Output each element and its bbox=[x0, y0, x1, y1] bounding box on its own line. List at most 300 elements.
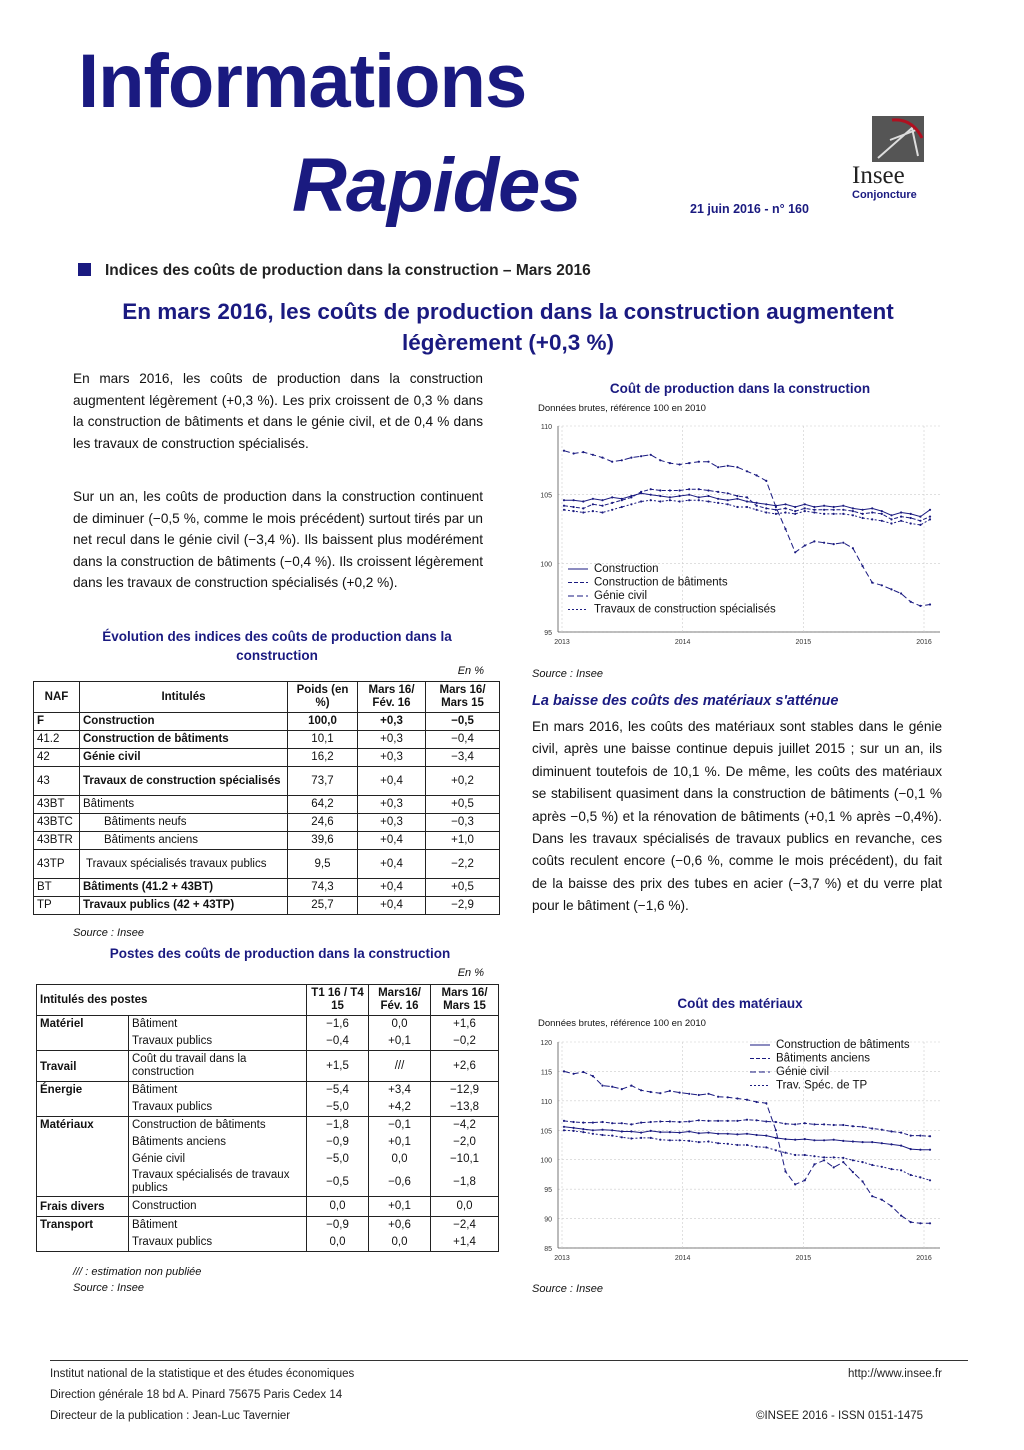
weight-cell: 100,0 bbox=[288, 713, 358, 731]
table-row bbox=[37, 1082, 499, 1100]
row-label: Bâtiments anciens bbox=[129, 1134, 307, 1151]
monthly-change-cell: 0,0 bbox=[369, 1016, 431, 1034]
data-point bbox=[804, 510, 806, 512]
data-point bbox=[573, 510, 575, 512]
chart1-title: Coût de production dans la construction bbox=[609, 381, 871, 396]
data-point bbox=[669, 1120, 671, 1122]
chart1-subtitle: Données brutes, référence 100 en 2010 bbox=[538, 403, 706, 414]
yearly-change-cell: +0,5 bbox=[426, 796, 500, 814]
weight-cell: 73,7 bbox=[288, 767, 358, 796]
data-point bbox=[794, 513, 796, 515]
masthead-title: Informations bbox=[78, 39, 527, 124]
data-point bbox=[650, 1121, 652, 1123]
data-point bbox=[890, 1130, 892, 1132]
data-point bbox=[775, 509, 777, 511]
data-point bbox=[862, 1180, 864, 1182]
footer-divider bbox=[50, 1360, 968, 1361]
column-header: Mars16/ Fév. 16 bbox=[369, 985, 431, 1016]
data-point bbox=[881, 584, 883, 586]
data-point bbox=[611, 1135, 613, 1137]
data-point bbox=[688, 1140, 690, 1142]
data-point bbox=[862, 509, 864, 511]
data-point bbox=[592, 1122, 594, 1124]
table-row bbox=[37, 1051, 499, 1082]
data-point bbox=[813, 540, 815, 542]
data-point bbox=[573, 506, 575, 508]
column-header: Poids (en %) bbox=[288, 682, 358, 713]
x-tick-label: 2014 bbox=[674, 639, 691, 646]
data-point bbox=[621, 499, 623, 501]
yearly-change-cell: −0,3 bbox=[426, 814, 500, 832]
y-tick-label: 100 bbox=[540, 561, 552, 569]
data-point bbox=[910, 1135, 912, 1137]
data-point bbox=[929, 516, 931, 518]
data-point bbox=[698, 1132, 700, 1134]
data-point bbox=[563, 450, 565, 452]
data-point bbox=[910, 1221, 912, 1223]
data-point bbox=[630, 457, 632, 459]
y-tick-label: 110 bbox=[540, 424, 552, 431]
y-tick-label: 90 bbox=[544, 1216, 552, 1224]
row-label: Construction bbox=[80, 713, 288, 731]
data-point bbox=[784, 1152, 786, 1154]
data-point bbox=[717, 1120, 719, 1122]
table-row bbox=[34, 879, 500, 897]
monthly-change-cell: +0,3 bbox=[358, 749, 426, 767]
chart2-subtitle: Données brutes, référence 100 en 2010 bbox=[538, 1018, 706, 1029]
group-label: Frais divers bbox=[37, 1197, 129, 1217]
table2-source: Source : Insee bbox=[73, 1282, 144, 1294]
data-point bbox=[736, 1120, 738, 1122]
x-tick-label: 2015 bbox=[795, 1255, 812, 1262]
naf-code: BT bbox=[34, 879, 80, 897]
data-point bbox=[794, 551, 796, 553]
group-label: Matériel bbox=[37, 1016, 129, 1051]
data-point bbox=[582, 500, 584, 502]
row-label: Travaux publics bbox=[129, 1234, 307, 1252]
data-point bbox=[592, 1133, 594, 1135]
data-point bbox=[929, 1222, 931, 1224]
data-point bbox=[823, 505, 825, 507]
yearly-change-cell: −13,8 bbox=[431, 1099, 499, 1117]
data-point bbox=[794, 1154, 796, 1156]
data-point bbox=[621, 1130, 623, 1132]
data-point bbox=[611, 1129, 613, 1131]
data-point bbox=[823, 509, 825, 511]
data-point bbox=[823, 1123, 825, 1125]
data-point bbox=[736, 495, 738, 497]
row-label: Coût du travail dans la construction bbox=[129, 1051, 307, 1082]
data-point bbox=[756, 502, 758, 504]
table-row bbox=[34, 731, 500, 749]
row-label: Travaux publics bbox=[129, 1033, 307, 1051]
weight-cell: 74,3 bbox=[288, 879, 358, 897]
data-point bbox=[669, 496, 671, 498]
row-label: Bâtiments (41.2 + 43BT) bbox=[80, 879, 288, 897]
group-label: Énergie bbox=[37, 1082, 129, 1117]
table-row bbox=[34, 713, 500, 731]
yearly-change-cell: −0,2 bbox=[431, 1033, 499, 1051]
chart2-title: Coût des matériaux bbox=[677, 996, 803, 1011]
data-point bbox=[563, 1126, 565, 1128]
weight-cell: 10,1 bbox=[288, 731, 358, 749]
data-point bbox=[611, 1086, 613, 1088]
data-point bbox=[775, 506, 777, 508]
data-point bbox=[823, 1156, 825, 1158]
headline: En mars 2016, les coûts de production dans la construction augmentent légèrement (+0,3 %) bbox=[122, 299, 894, 355]
data-point bbox=[630, 503, 632, 505]
data-point bbox=[890, 588, 892, 590]
data-point bbox=[910, 513, 912, 515]
yearly-change-cell: −2,0 bbox=[431, 1134, 499, 1151]
data-point bbox=[823, 542, 825, 544]
data-point bbox=[746, 496, 748, 498]
data-point bbox=[842, 513, 844, 515]
data-point bbox=[650, 1137, 652, 1139]
data-point bbox=[688, 1130, 690, 1132]
data-point bbox=[765, 480, 767, 482]
data-point bbox=[707, 495, 709, 497]
x-tick-label: 2013 bbox=[554, 639, 570, 646]
data-point bbox=[862, 1141, 864, 1143]
data-point bbox=[640, 1122, 642, 1124]
data-point bbox=[756, 1101, 758, 1103]
data-point bbox=[717, 466, 719, 468]
naf-code: 43BTR bbox=[34, 832, 80, 850]
data-point bbox=[592, 1075, 594, 1077]
data-point bbox=[775, 513, 777, 515]
data-point bbox=[900, 1132, 902, 1134]
y-tick-label: 95 bbox=[544, 630, 552, 637]
data-point bbox=[717, 1142, 719, 1144]
data-point bbox=[804, 503, 806, 505]
data-point bbox=[707, 1093, 709, 1095]
data-point bbox=[881, 1142, 883, 1144]
data-point bbox=[765, 1120, 767, 1122]
data-point bbox=[813, 511, 815, 513]
data-point bbox=[717, 498, 719, 500]
masthead-subtitle: Rapides bbox=[292, 143, 581, 228]
data-point bbox=[804, 1138, 806, 1140]
yearly-change-cell: −2,4 bbox=[431, 1217, 499, 1235]
data-point bbox=[804, 1154, 806, 1156]
data-point bbox=[871, 1195, 873, 1197]
data-point bbox=[881, 520, 883, 522]
table-row bbox=[34, 897, 500, 915]
data-point bbox=[659, 1092, 661, 1094]
chart1-plot bbox=[528, 418, 948, 654]
data-point bbox=[669, 1131, 671, 1133]
yearly-change-cell: +1,6 bbox=[431, 1016, 499, 1034]
data-point bbox=[794, 1139, 796, 1141]
data-point bbox=[582, 507, 584, 509]
data-point bbox=[650, 1130, 652, 1132]
quarterly-change-cell: −0,9 bbox=[307, 1217, 369, 1235]
yearly-change-cell: +2,6 bbox=[431, 1051, 499, 1082]
legend-label: Travaux de construction spécialisés bbox=[594, 603, 776, 616]
data-point bbox=[833, 506, 835, 508]
weight-cell: 39,6 bbox=[288, 832, 358, 850]
data-point bbox=[871, 511, 873, 513]
monthly-change-cell: +0,1 bbox=[369, 1033, 431, 1051]
data-point bbox=[900, 1169, 902, 1171]
data-point bbox=[784, 1123, 786, 1125]
data-point bbox=[601, 1134, 603, 1136]
x-tick-label: 2014 bbox=[674, 1255, 691, 1262]
quarterly-change-cell: −0,4 bbox=[307, 1033, 369, 1051]
yearly-change-cell: 0,0 bbox=[431, 1197, 499, 1217]
yearly-change-cell: −10,1 bbox=[431, 1151, 499, 1168]
naf-code: 41.2 bbox=[34, 731, 80, 749]
yearly-change-cell: −0,4 bbox=[426, 731, 500, 749]
data-point bbox=[852, 547, 854, 549]
footer-url-link[interactable]: http://www.insee.fr bbox=[848, 1368, 942, 1380]
row-label: Construction bbox=[129, 1197, 307, 1217]
data-point bbox=[669, 462, 671, 464]
yearly-change-cell: −12,9 bbox=[431, 1082, 499, 1100]
data-point bbox=[862, 513, 864, 515]
data-point bbox=[707, 1120, 709, 1122]
column-header: T1 16 / T4 15 bbox=[307, 985, 369, 1016]
data-point bbox=[919, 524, 921, 526]
data-point bbox=[679, 500, 681, 502]
footer-director: Directeur de la publication : Jean-Luc Tavernier bbox=[50, 1410, 291, 1422]
data-point bbox=[563, 1070, 565, 1072]
y-tick-label: 95 bbox=[544, 1187, 552, 1195]
monthly-change-cell: +4,2 bbox=[369, 1099, 431, 1117]
data-point bbox=[765, 1146, 767, 1148]
data-point bbox=[881, 510, 883, 512]
data-point bbox=[900, 511, 902, 513]
table-header-row bbox=[34, 682, 500, 713]
data-point bbox=[621, 459, 623, 461]
quarterly-change-cell: −1,8 bbox=[307, 1117, 369, 1135]
logo-tagline: Conjoncture bbox=[852, 189, 917, 201]
column-header: Intitulés bbox=[80, 682, 288, 713]
quarterly-change-cell: −1,6 bbox=[307, 1016, 369, 1034]
data-point bbox=[650, 454, 652, 456]
data-point bbox=[727, 465, 729, 467]
table-row bbox=[34, 796, 500, 814]
data-point bbox=[659, 1139, 661, 1141]
data-point bbox=[813, 506, 815, 508]
logo-name: Insee bbox=[852, 162, 905, 189]
chart2-source: Source : Insee bbox=[532, 1283, 603, 1295]
data-point bbox=[727, 492, 729, 494]
data-point bbox=[784, 528, 786, 530]
data-point bbox=[784, 1138, 786, 1140]
data-point bbox=[862, 565, 864, 567]
data-point bbox=[659, 500, 661, 502]
data-point bbox=[842, 505, 844, 507]
x-tick-label: 2015 bbox=[795, 639, 812, 646]
yearly-change-cell: −2,2 bbox=[426, 850, 500, 879]
table-row bbox=[34, 767, 500, 796]
data-point bbox=[601, 511, 603, 513]
data-point bbox=[640, 1137, 642, 1139]
legend-label: Génie civil bbox=[594, 590, 648, 602]
data-point bbox=[698, 461, 700, 463]
data-point bbox=[784, 511, 786, 513]
data-point bbox=[563, 499, 565, 501]
weight-cell: 24,6 bbox=[288, 814, 358, 832]
data-point bbox=[736, 1144, 738, 1146]
naf-code: 43BT bbox=[34, 796, 80, 814]
row-label: Travaux spécialisés travaux publics bbox=[80, 850, 288, 879]
data-point bbox=[919, 605, 921, 607]
data-point bbox=[890, 1205, 892, 1207]
data-point bbox=[929, 603, 931, 605]
series-line bbox=[564, 1130, 930, 1180]
data-point bbox=[707, 461, 709, 463]
data-point bbox=[746, 470, 748, 472]
data-point bbox=[919, 516, 921, 518]
data-point bbox=[765, 503, 767, 505]
data-point bbox=[881, 1199, 883, 1201]
data-point bbox=[813, 1155, 815, 1157]
naf-code: 42 bbox=[34, 749, 80, 767]
row-label: Construction de bâtiments bbox=[129, 1117, 307, 1135]
y-tick-label: 85 bbox=[544, 1246, 552, 1253]
table1-unit: En % bbox=[457, 665, 484, 677]
data-point bbox=[813, 1163, 815, 1165]
row-label: Construction de bâtiments bbox=[80, 731, 288, 749]
data-point bbox=[659, 459, 661, 461]
monthly-change-cell: +0,3 bbox=[358, 814, 426, 832]
data-point bbox=[929, 509, 931, 511]
data-point bbox=[688, 1120, 690, 1122]
table1-title: Évolution des indices des coûts de production dans la construction bbox=[102, 629, 452, 663]
data-point bbox=[611, 509, 613, 511]
data-point bbox=[813, 1139, 815, 1141]
data-point bbox=[765, 511, 767, 513]
data-point bbox=[621, 506, 623, 508]
weight-cell: 25,7 bbox=[288, 897, 358, 915]
data-point bbox=[794, 1123, 796, 1125]
yearly-change-cell: −3,4 bbox=[426, 749, 500, 767]
data-point bbox=[640, 491, 642, 493]
data-point bbox=[881, 1129, 883, 1131]
table-row bbox=[34, 832, 500, 850]
data-point bbox=[929, 1179, 931, 1181]
data-point bbox=[601, 457, 603, 459]
y-tick-label: 105 bbox=[540, 492, 552, 500]
data-point bbox=[919, 1222, 921, 1224]
column-header: Intitulés des postes bbox=[37, 985, 307, 1016]
yearly-change-cell: −4,2 bbox=[431, 1117, 499, 1135]
data-point bbox=[679, 463, 681, 465]
data-point bbox=[842, 542, 844, 544]
y-tick-label: 110 bbox=[540, 1098, 552, 1106]
data-point bbox=[910, 517, 912, 519]
table-row bbox=[37, 1016, 499, 1034]
data-point bbox=[756, 509, 758, 511]
data-point bbox=[929, 1135, 931, 1137]
data-point bbox=[630, 1085, 632, 1087]
data-point bbox=[852, 514, 854, 516]
monthly-change-cell: +0,4 bbox=[358, 832, 426, 850]
data-point bbox=[910, 1174, 912, 1176]
data-point bbox=[784, 1170, 786, 1172]
data-point bbox=[573, 1130, 575, 1132]
x-tick-label: 2016 bbox=[916, 639, 932, 646]
data-point bbox=[679, 495, 681, 497]
data-point bbox=[621, 1122, 623, 1124]
monthly-change-cell: +0,1 bbox=[369, 1134, 431, 1151]
data-point bbox=[601, 1121, 603, 1123]
yearly-change-cell: −1,8 bbox=[431, 1168, 499, 1197]
data-point bbox=[784, 503, 786, 505]
table2 bbox=[36, 984, 499, 1252]
data-point bbox=[919, 520, 921, 522]
row-label: Bâtiment bbox=[129, 1217, 307, 1235]
monthly-change-cell: 0,0 bbox=[369, 1234, 431, 1252]
table-header-row bbox=[37, 985, 499, 1016]
data-point bbox=[563, 1129, 565, 1131]
yearly-change-cell: +0,2 bbox=[426, 767, 500, 796]
data-point bbox=[823, 513, 825, 515]
data-point bbox=[756, 1146, 758, 1148]
data-point bbox=[842, 1140, 844, 1142]
monthly-change-cell: +0,3 bbox=[358, 796, 426, 814]
data-point bbox=[746, 506, 748, 508]
data-point bbox=[871, 582, 873, 584]
data-point bbox=[919, 1135, 921, 1137]
row-label: Travaux publics (42 + 43TP) bbox=[80, 897, 288, 915]
data-point bbox=[679, 1132, 681, 1134]
data-point bbox=[833, 1156, 835, 1158]
naf-code: 43BTC bbox=[34, 814, 80, 832]
data-point bbox=[698, 488, 700, 490]
data-point bbox=[698, 499, 700, 501]
monthly-change-cell: /// bbox=[369, 1051, 431, 1082]
data-point bbox=[852, 510, 854, 512]
data-point bbox=[881, 513, 883, 515]
row-label: Génie civil bbox=[80, 749, 288, 767]
data-point bbox=[746, 1133, 748, 1135]
column-header: NAF bbox=[34, 682, 80, 713]
data-point bbox=[746, 1119, 748, 1121]
insee-logo[interactable] bbox=[852, 116, 924, 216]
data-point bbox=[630, 496, 632, 498]
data-point bbox=[592, 510, 594, 512]
data-point bbox=[765, 1135, 767, 1137]
data-point bbox=[717, 502, 719, 504]
naf-code: 43 bbox=[34, 767, 80, 796]
data-point bbox=[669, 499, 671, 501]
data-point bbox=[900, 520, 902, 522]
data-point bbox=[601, 1085, 603, 1087]
data-point bbox=[611, 502, 613, 504]
data-point bbox=[563, 505, 565, 507]
y-tick-label: 115 bbox=[540, 1069, 552, 1077]
footer-address: Direction générale 18 bd A. Pinard 75675 Paris Cedex 14 bbox=[50, 1389, 343, 1401]
table2-unit: En % bbox=[457, 967, 484, 979]
data-point bbox=[650, 494, 652, 496]
data-point bbox=[833, 509, 835, 511]
data-point bbox=[871, 1127, 873, 1129]
column-header: Mars 16/ Mars 15 bbox=[426, 682, 500, 713]
data-point bbox=[698, 1141, 700, 1143]
monthly-change-cell: −0,6 bbox=[369, 1168, 431, 1197]
data-point bbox=[910, 601, 912, 603]
data-point bbox=[621, 1136, 623, 1138]
data-point bbox=[890, 1143, 892, 1145]
data-point bbox=[650, 1091, 652, 1093]
data-point bbox=[775, 1137, 777, 1139]
data-point bbox=[573, 452, 575, 454]
data-point bbox=[659, 495, 661, 497]
